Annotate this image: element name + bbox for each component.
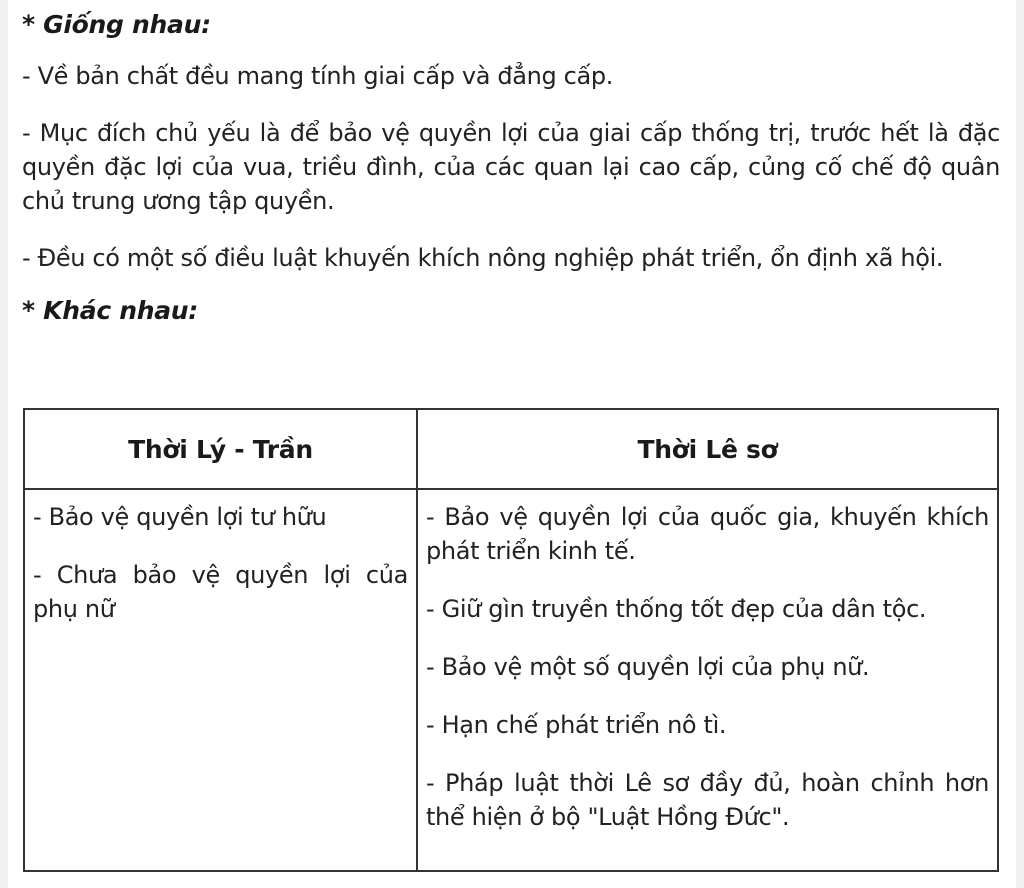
table-header-row bbox=[24, 409, 998, 489]
le-so-point-1: - Bảo vệ quyền lợi của quốc gia, khuyến khích phát triển kinh tế. bbox=[426, 503, 989, 565]
ly-tran-point-1: - Bảo vệ quyền lợi tư hữu bbox=[33, 503, 327, 531]
similarity-point-3: - Đều có một số điều luật khuyến khích nông nghiệp phát triển, ổn định xã hội. bbox=[22, 244, 944, 272]
cell-le-so bbox=[417, 489, 998, 871]
similarities-heading: * Giống nhau: bbox=[22, 10, 211, 39]
le-so-point-4: - Hạn chế phát triển nô tì. bbox=[426, 711, 727, 739]
comparison-table bbox=[23, 408, 999, 872]
similarity-point-1: - Về bản chất đều mang tính giai cấp và đẳng cấp. bbox=[22, 62, 614, 90]
similarity-point-2: - Mục đích chủ yếu là để bảo vệ quyền lợi của giai cấp thống trị, trước hết là đặc quyền đặc lợi của vua, triều đình, của các quan lại cao cấp, củng cố chế độ quân chủ trung ương tập quyền. bbox=[22, 119, 1000, 215]
document-page bbox=[8, 0, 1016, 888]
header-ly-tran: Thời Lý - Trần bbox=[24, 409, 417, 489]
header-le-so: Thời Lê sơ bbox=[417, 409, 998, 489]
le-so-point-2: - Giữ gìn truyền thống tốt đẹp của dân tộc. bbox=[426, 595, 927, 623]
le-so-point-3: - Bảo vệ một số quyền lợi của phụ nữ. bbox=[426, 653, 870, 681]
le-so-point-5: - Pháp luật thời Lê sơ đầy đủ, hoàn chỉnh hơn thể hiện ở bộ "Luật Hồng Đức". bbox=[426, 769, 989, 831]
differences-heading: * Khác nhau: bbox=[22, 296, 199, 325]
cell-ly-tran bbox=[24, 489, 417, 871]
ly-tran-point-2: - Chưa bảo vệ quyền lợi của phụ nữ bbox=[33, 561, 408, 623]
table-row bbox=[24, 489, 998, 871]
